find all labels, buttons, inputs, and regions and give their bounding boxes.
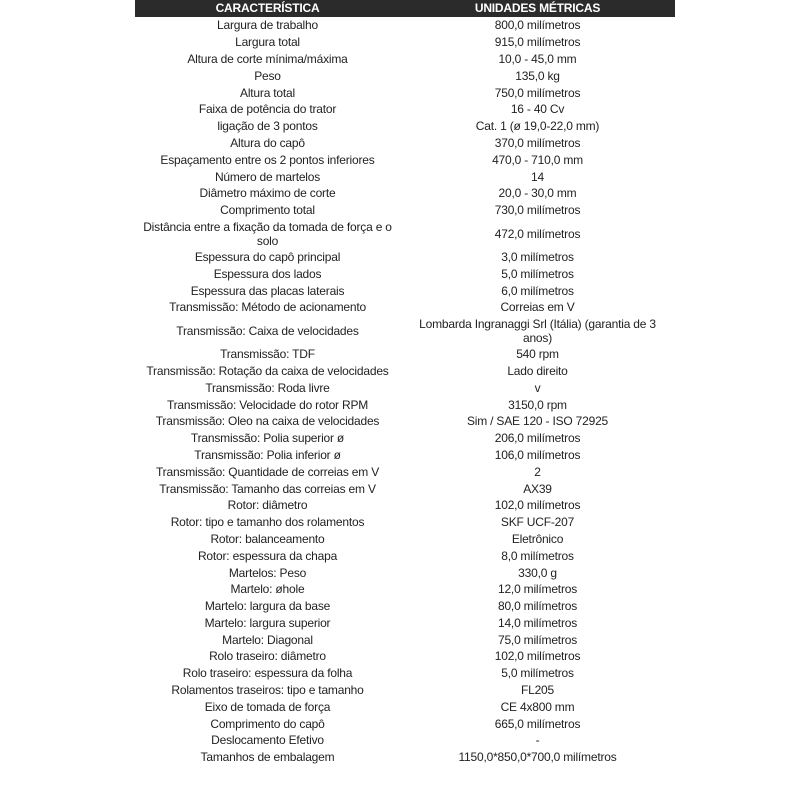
value-cell: Lombarda Ingranaggi Srl (Itália) (garantia de 3 anos) [419,316,656,345]
table-row [135,531,675,548]
feature-cell: ligação de 3 pontos [217,119,318,134]
feature-cell: Transmissão: Método de acionamento [169,300,366,315]
table-row [135,219,675,249]
table-row [135,101,675,118]
table-row [135,51,675,68]
value-cell: 370,0 milímetros [494,135,581,150]
feature-cell: Diâmetro máximo de corte [199,186,336,201]
table-row [135,497,675,514]
value-cell: 14,0 milímetros [497,615,578,630]
value-cell: 2 [534,464,541,479]
table-row [135,463,675,480]
table-row [135,648,675,665]
table-row [135,581,675,598]
feature-cell: Deslocamento Efetivo [211,733,324,748]
feature-cell: Martelo: largura superior [204,615,331,630]
value-cell: AX39 [523,481,552,496]
feature-cell: Rolo traseiro: espessura da folha [182,666,353,681]
feature-cell: Transmissão: Roda livre [205,380,330,395]
value-cell: SKF UCF-207 [500,515,575,530]
feature-cell: Rotor: espessura da chapa [197,548,338,563]
feature-cell: Transmissão: Polia superior ø [190,431,345,446]
value-cell: 3,0 milímetros [501,249,574,264]
feature-cell: Eixo de tomada de força [204,699,331,714]
value-cell: 20,0 - 30,0 mm [498,186,577,201]
value-cell: 750,0 milímetros [494,85,581,100]
table-row [135,430,675,447]
value-cell: Eletrônico [511,531,564,546]
table-row [135,615,675,632]
value-cell: 102,0 milímetros [494,649,581,664]
feature-cell: Largura de trabalho [217,18,318,33]
value-cell: 800,0 milímetros [494,18,581,33]
value-cell: 330,0 g [518,565,557,580]
table-row [135,17,675,34]
table-row [135,379,675,396]
table-row [135,151,675,168]
value-cell: Correias em V [500,300,575,315]
feature-cell: Transmissão: Velocidade do rotor RPM [166,397,369,412]
value-cell: 472,0 milímetros [494,226,581,241]
value-cell: FL205 [520,683,555,698]
feature-cell: Comprimento do capô [210,716,325,731]
table-row [135,413,675,430]
value-cell: 3150,0 rpm [508,397,567,412]
table-row [135,749,675,766]
feature-cell: Transmissão: Quantidade de correias em V [156,464,379,479]
value-cell: 80,0 milímetros [497,599,578,614]
value-cell: 106,0 milímetros [494,447,581,462]
value-cell: Lado direito [507,363,568,378]
feature-cell: Espessura das placas laterais [190,283,345,298]
table-row [135,299,675,316]
feature-cell: Rotor: diâmetro [227,498,308,513]
feature-cell: Transmissão: Rotação da caixa de velocidades [146,363,389,378]
value-cell: 665,0 milímetros [494,716,581,731]
feature-cell: Transmissão: Polia inferior ø [194,447,341,462]
table-row [135,316,675,346]
value-cell: - [535,733,540,748]
table-row [135,682,675,699]
table-row [135,168,675,185]
feature-cell: Tamanhos de embalagem [200,750,335,765]
feature-cell: Número de martelos [214,169,321,184]
table-row [135,202,675,219]
feature-cell: Martelo: øhole [230,582,305,597]
specifications-table [135,0,675,766]
value-cell: 75,0 milímetros [497,632,578,647]
feature-cell: Altura total [240,85,295,100]
feature-cell: Transmissão: Caixa de velocidades [176,323,359,338]
feature-cell: Martelo: largura da base [204,599,331,614]
table-row [135,346,675,363]
value-cell: 5,0 milímetros [501,666,574,681]
feature-cell: Transmissão: Tamanho das correias em V [159,481,376,496]
table-row [135,363,675,380]
value-cell: 6,0 milímetros [501,283,574,298]
table-row [135,447,675,464]
feature-cell: Comprimento total [220,203,315,218]
value-cell: 915,0 milímetros [494,35,581,50]
table-row [135,249,675,266]
table-row [135,564,675,581]
header-metric-units: UNIDADES MÉTRICAS [400,0,675,17]
feature-cell: Espessura dos lados [213,266,322,281]
feature-cell: Distância entre a fixação da tomada de força e o solo [143,219,392,248]
value-cell: v [534,380,541,395]
table-body [135,17,675,766]
feature-cell: Transmissão: TDF [220,347,315,362]
table-row [135,715,675,732]
table-row [135,135,675,152]
value-cell: Cat. 1 (ø 19,0-22,0 mm) [475,119,600,134]
feature-cell: Martelos: Peso [228,565,307,580]
feature-cell: Rolo traseiro: diâmetro [209,649,326,664]
feature-cell: Altura de corte mínima/máxima [187,51,348,66]
table-row [135,84,675,101]
table-header [135,0,675,17]
table-row [135,514,675,531]
feature-cell: Transmissão: Oleo na caixa de velocidades [155,414,380,429]
value-cell: 540 rpm [516,347,559,362]
table-row [135,480,675,497]
table-row [135,631,675,648]
table-row [135,732,675,749]
value-cell: 12,0 milímetros [497,582,578,597]
table-row [135,118,675,135]
feature-cell: Faixa de potência do trator [198,102,337,117]
value-cell: 470,0 - 710,0 mm [492,152,583,167]
value-cell: 16 - 40 Cv [510,102,565,117]
value-cell: 730,0 milímetros [494,203,581,218]
feature-cell: Espessura do capô principal [194,249,341,264]
value-cell: 135,0 kg [515,68,560,83]
feature-cell: Rotor: balanceamento [210,531,325,546]
value-cell: 1150,0*850,0*700,0 milímetros [458,750,617,765]
value-cell: 206,0 milímetros [494,431,581,446]
value-cell: 14 [531,169,544,184]
table-row [135,665,675,682]
value-cell: 102,0 milímetros [494,498,581,513]
table-row [135,265,675,282]
feature-cell: Largura total [235,35,300,50]
table-row [135,282,675,299]
value-cell: 10,0 - 45,0 mm [498,51,577,66]
value-cell: 8,0 milímetros [501,548,574,563]
header-row [135,0,675,17]
table-row [135,185,675,202]
value-cell: CE 4x800 mm [500,699,575,714]
table-row [135,34,675,51]
value-cell: Sim / SAE 120 - ISO 72925 [466,414,609,429]
table-row [135,67,675,84]
feature-cell: Altura do capô [230,135,305,150]
feature-cell: Peso [254,68,281,83]
table-row [135,698,675,715]
table-row [135,396,675,413]
table-row [135,598,675,615]
feature-cell: Martelo: Diagonal [222,632,313,647]
value-cell: 5,0 milímetros [501,266,574,281]
feature-cell: Rotor: tipo e tamanho dos rolamentos [170,515,365,530]
table-row [135,547,675,564]
header-feature: CARACTERÍSTICA [135,0,400,17]
feature-cell: Rolamentos traseiros: tipo e tamanho [171,683,364,698]
feature-cell: Espaçamento entre os 2 pontos inferiores [160,152,375,167]
